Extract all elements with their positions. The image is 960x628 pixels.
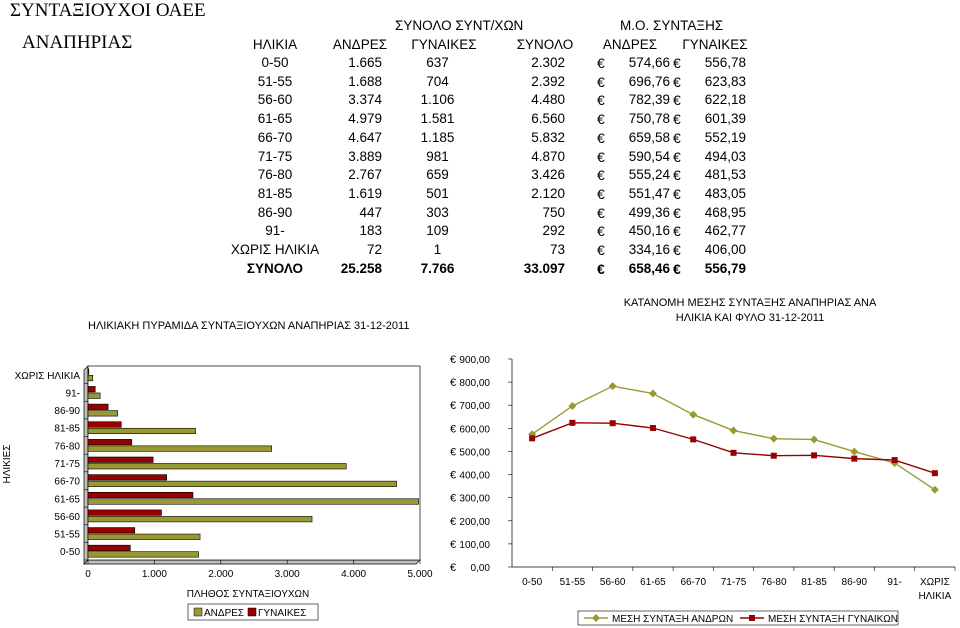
table-cell: 704 (426, 73, 449, 89)
euro-symbol: € (597, 260, 605, 277)
plot-area (88, 366, 420, 560)
bar-women (88, 439, 132, 445)
x-tick-label: 3.000 (274, 569, 300, 580)
category-label: 76-80 (54, 441, 80, 453)
euro-symbol: € (673, 111, 681, 128)
y-tick-label: 300,00 (459, 493, 490, 505)
table-cell: 4.870 (531, 148, 565, 164)
table-cell: 981 (426, 148, 449, 164)
table-cell: 4.979 (348, 111, 382, 127)
table-cell: 71-75 (257, 148, 293, 164)
point-men (810, 436, 818, 444)
table-cell: 462,77 (704, 223, 746, 239)
euro-symbol: € (450, 423, 457, 436)
euro-symbol: € (673, 55, 681, 71)
category-label: ΧΩΡΙΣ ΗΛΙΚΙΑ (14, 370, 80, 382)
table-cell: 1.619 (348, 185, 382, 201)
bar-men (88, 393, 100, 399)
table-cell: 552,19 (704, 129, 746, 145)
column-header: ΑΝΔΡΕΣ (332, 37, 388, 52)
category-label: ΧΩΡΙΣ (919, 577, 950, 588)
bar-women (88, 492, 193, 498)
table-cell: 2.120 (531, 185, 565, 201)
bar-women (88, 457, 153, 463)
table-cell: 551,47 (628, 185, 670, 201)
table-cell: 3.374 (348, 92, 382, 108)
point-men (931, 486, 939, 494)
table-cell: 450,16 (628, 223, 670, 239)
bar-women (88, 510, 161, 515)
euro-symbol: € (673, 242, 681, 258)
table-total-cell: 658,46 (628, 260, 670, 276)
y-tick-label: 100,00 (459, 539, 490, 551)
table-cell: 499,36 (628, 204, 670, 220)
euro-symbol: € (673, 185, 681, 202)
table-cell: 696,76 (628, 73, 670, 89)
x-tick-label: 1.000 (141, 569, 167, 580)
bar-men (88, 481, 397, 487)
category-label: 76-80 (760, 577, 787, 588)
point-women (529, 435, 535, 441)
table-cell: 501 (426, 185, 449, 201)
chart-floor (84, 560, 420, 564)
bar-men (88, 411, 118, 417)
table-total-cell: 25.258 (340, 260, 382, 276)
table-cell: 1.665 (348, 55, 382, 70)
table-cell: 1.106 (420, 92, 455, 108)
point-men (730, 427, 738, 435)
table-cell: 481,53 (704, 167, 746, 183)
table-total-cell: 33.097 (523, 260, 565, 276)
y-tick-label: 0,00 (470, 563, 490, 574)
euro-symbol: € (673, 148, 681, 165)
category-label: 56-60 (54, 511, 80, 523)
x-tick-label: 2.000 (208, 569, 234, 580)
euro-symbol: € (597, 223, 605, 240)
column-header: ΗΛΙΚΙΑ (252, 37, 298, 52)
point-women (851, 456, 857, 462)
table-cell: 483,05 (704, 185, 746, 201)
euro-symbol: € (450, 562, 457, 574)
bar-men (88, 499, 419, 505)
bar-men (88, 534, 200, 540)
euro-symbol: € (673, 129, 681, 146)
bar-women (88, 369, 89, 375)
point-women (932, 470, 938, 476)
table-cell: 3.426 (531, 167, 565, 183)
point-women (610, 420, 616, 426)
euro-symbol: € (450, 492, 457, 505)
table-cell: 556,78 (704, 55, 746, 70)
table-cell: 56-60 (257, 92, 293, 108)
table-cell: 72 (366, 242, 382, 257)
table-cell: 1.185 (420, 129, 455, 145)
table-cell: 2.767 (348, 167, 382, 183)
bar-women (88, 475, 167, 481)
bar-men (88, 375, 93, 381)
table-cell: 183 (359, 223, 382, 239)
table-cell: 637 (426, 55, 449, 70)
bar-men (88, 446, 272, 452)
legend-label: ΜΕΣΗ ΣΥΝΤΑΞΗ ΑΝΔΡΩΝ (612, 614, 734, 625)
column-header: ΓΥΝΑΙΚΕΣ (682, 37, 748, 52)
euro-symbol: € (597, 204, 605, 221)
y-tick-label: 500,00 (459, 447, 490, 459)
euro-symbol: € (597, 73, 605, 90)
category-label: 86-90 (54, 406, 80, 418)
euro-symbol: € (597, 111, 605, 128)
x-tick-label: 4.000 (341, 569, 367, 580)
table-cell: 622,18 (704, 92, 746, 108)
table-cell: 292 (542, 223, 565, 239)
table-group-header: Μ.Ο. ΣΥΝΤΑΞΗΣ (620, 18, 724, 33)
euro-symbol: € (597, 55, 605, 71)
category-label: 0-50 (59, 547, 80, 559)
table-cell: 1.581 (420, 111, 455, 127)
table-cell: 0-50 (261, 55, 289, 70)
bar-women (88, 386, 95, 391)
euro-symbol: € (450, 377, 457, 390)
euro-symbol: € (597, 129, 605, 146)
chart-wall (84, 366, 88, 564)
euro-symbol: € (450, 469, 457, 482)
table-cell: 447 (359, 204, 382, 220)
point-women (650, 425, 656, 431)
table-cell: 5.832 (531, 129, 565, 145)
euro-symbol: € (673, 204, 681, 221)
point-women (892, 457, 898, 463)
x-tick-label: 5.000 (407, 569, 433, 580)
category-label: 71-75 (720, 577, 747, 588)
page-subtitle: ΑΝΑΠΗΡΙΑΣ (22, 32, 133, 53)
table-cell: 51-55 (257, 73, 293, 89)
category-label: 71-75 (54, 459, 80, 470)
table-total-cell: 556,79 (704, 260, 746, 276)
table-cell: 590,54 (628, 148, 670, 164)
y-tick-label: 200,00 (459, 516, 490, 528)
euro-symbol: € (597, 185, 605, 202)
category-label: 51-55 (54, 529, 80, 541)
category-label: 66-70 (680, 577, 707, 588)
euro-symbol: € (450, 400, 457, 413)
category-label: 61-65 (54, 494, 80, 506)
table-cell: 334,16 (628, 242, 670, 257)
column-header: ΓΥΝΑΙΚΕΣ (411, 37, 477, 52)
table-cell: 6.560 (531, 111, 565, 127)
legend-label: ΜΕΣΗ ΣΥΝΤΑΞΗ ΓΥΝΑΙΚΩΝ (768, 614, 899, 625)
point-women (771, 453, 777, 459)
table-cell: 623,83 (704, 73, 746, 89)
y-tick-label: 700,00 (459, 401, 490, 413)
column-header: ΑΝΔΡΕΣ (602, 37, 658, 52)
legend-swatch-men (194, 608, 202, 616)
legend-swatch-women (248, 608, 256, 616)
table-cell: 406,00 (704, 242, 746, 257)
euro-symbol: € (673, 223, 681, 240)
point-men (770, 435, 778, 443)
euro-symbol: € (597, 148, 605, 165)
table-cell: 574,66 (628, 55, 670, 70)
bar-women (88, 545, 130, 551)
point-men (609, 382, 617, 390)
category-label: 91- (887, 577, 902, 588)
table-cell: 1.688 (348, 73, 382, 89)
point-men (649, 389, 657, 397)
pension-line-chart (450, 348, 960, 628)
table-cell: 659,58 (628, 129, 670, 145)
table-cell: 4.647 (348, 129, 382, 145)
category-label: ΗΛΙΚΙΑ (918, 591, 952, 602)
point-women (569, 420, 575, 426)
y-tick-label: 400,00 (459, 470, 490, 482)
category-label: 81-85 (801, 577, 827, 588)
table-cell: 750 (542, 204, 565, 220)
table-cell: 86-90 (257, 204, 293, 220)
point-men (689, 411, 697, 419)
column-header: ΣΥΝΟΛΟ (516, 37, 574, 52)
table-group-header: ΣΥΝΟΛΟ ΣΥΝΤ/ΧΩΝ (395, 18, 524, 33)
legend-label: ΑΝΔΡΕΣ (204, 608, 245, 619)
table-cell: 659 (426, 167, 449, 183)
pyramid-chart-title: ΗΛΙΚΙΑΚΗ ΠΥΡΑΜΙΔΑ ΣΥΝΤΑΞΙΟΥΧΩΝ ΑΝΑΠΗΡΙΑΣ 31-12-2011 (88, 320, 410, 332)
euro-symbol: € (597, 92, 605, 109)
bar-women (88, 422, 121, 428)
table-cell: 750,78 (628, 111, 670, 127)
y-axis-title: ΗΛΙΚΙΕΣ (2, 444, 13, 484)
table-cell: 601,39 (704, 111, 746, 127)
point-women (811, 452, 817, 458)
bar-men (88, 428, 196, 434)
table-cell: 494,03 (704, 148, 746, 164)
bar-women (88, 528, 135, 534)
age-pyramid-chart (0, 356, 440, 628)
category-label: 86-90 (841, 577, 868, 588)
x-axis-title: ΠΛΗΘΟΣ ΣΥΝΤΑΞΙΟΥΧΩΝ (186, 589, 310, 600)
table-cell: 2.392 (531, 73, 565, 89)
euro-symbol: € (450, 446, 457, 459)
table-cell: 303 (426, 204, 449, 220)
category-label: 0-50 (522, 577, 543, 588)
bar-women (88, 404, 108, 410)
table-total-cell: ΣΥΝΟΛΟ (246, 260, 304, 276)
line-men (532, 386, 935, 490)
category-label: 51-55 (559, 577, 586, 588)
table-cell: 61-65 (257, 111, 293, 127)
euro-symbol: € (673, 167, 681, 184)
table-cell: 2.302 (531, 55, 565, 70)
table-cell: 66-70 (257, 129, 293, 145)
legend-marker-women (749, 615, 755, 621)
table-cell: 555,24 (628, 167, 670, 183)
y-tick-label: 800,00 (459, 378, 490, 390)
page-title: ΣΥΝΤΑΞΙΟΥΧΟΙ ΟΑΕΕ (10, 0, 206, 21)
table-cell: 3.889 (348, 148, 382, 164)
table-cell: 81-85 (257, 185, 293, 201)
table-cell: 109 (426, 223, 449, 239)
point-women (731, 450, 737, 456)
table-cell: ΧΩΡΙΣ ΗΛΙΚΙΑ (230, 242, 320, 257)
euro-symbol: € (673, 92, 681, 109)
category-label: 81-85 (54, 423, 80, 435)
category-label: 56-60 (599, 577, 626, 588)
legend-label: ΓΥΝΑΙΚΕΣ (258, 608, 307, 619)
category-label: 66-70 (54, 476, 80, 488)
bar-men (88, 552, 199, 558)
table-cell: 1 (433, 242, 442, 257)
category-label: 61-65 (640, 577, 666, 588)
y-tick-label: 600,00 (459, 424, 490, 436)
line-chart-title: ΚΑΤΑΝΟΜΗ ΜΕΣΗΣ ΣΥΝΤΑΞΗΣ ΑΝΑΠΗΡΙΑΣ ΑΝΑ ΗΛΙΚΙΑ ΚΑΙ ΦΥΛΟ 31-12-2011 (623, 297, 877, 324)
euro-symbol: € (450, 538, 457, 551)
table-cell: 73 (549, 242, 565, 257)
table-cell: 468,95 (704, 204, 746, 220)
table-cell: 76-80 (257, 167, 293, 183)
euro-symbol: € (673, 73, 681, 90)
table-cell: 4.480 (531, 92, 565, 108)
y-tick-label: 900,00 (459, 355, 490, 366)
point-women (690, 436, 696, 442)
category-label: 91- (65, 388, 80, 400)
euro-symbol: € (597, 242, 605, 258)
euro-symbol: € (673, 260, 681, 277)
euro-symbol: € (450, 354, 457, 366)
table-total-cell: 7.766 (420, 260, 455, 276)
bar-men (88, 516, 312, 522)
x-tick-label: 0 (85, 569, 91, 580)
euro-symbol: € (597, 167, 605, 184)
bar-men (88, 464, 346, 470)
table-cell: 91- (265, 223, 285, 239)
table-cell: 782,39 (628, 92, 670, 108)
euro-symbol: € (450, 515, 457, 528)
point-men (850, 448, 858, 456)
